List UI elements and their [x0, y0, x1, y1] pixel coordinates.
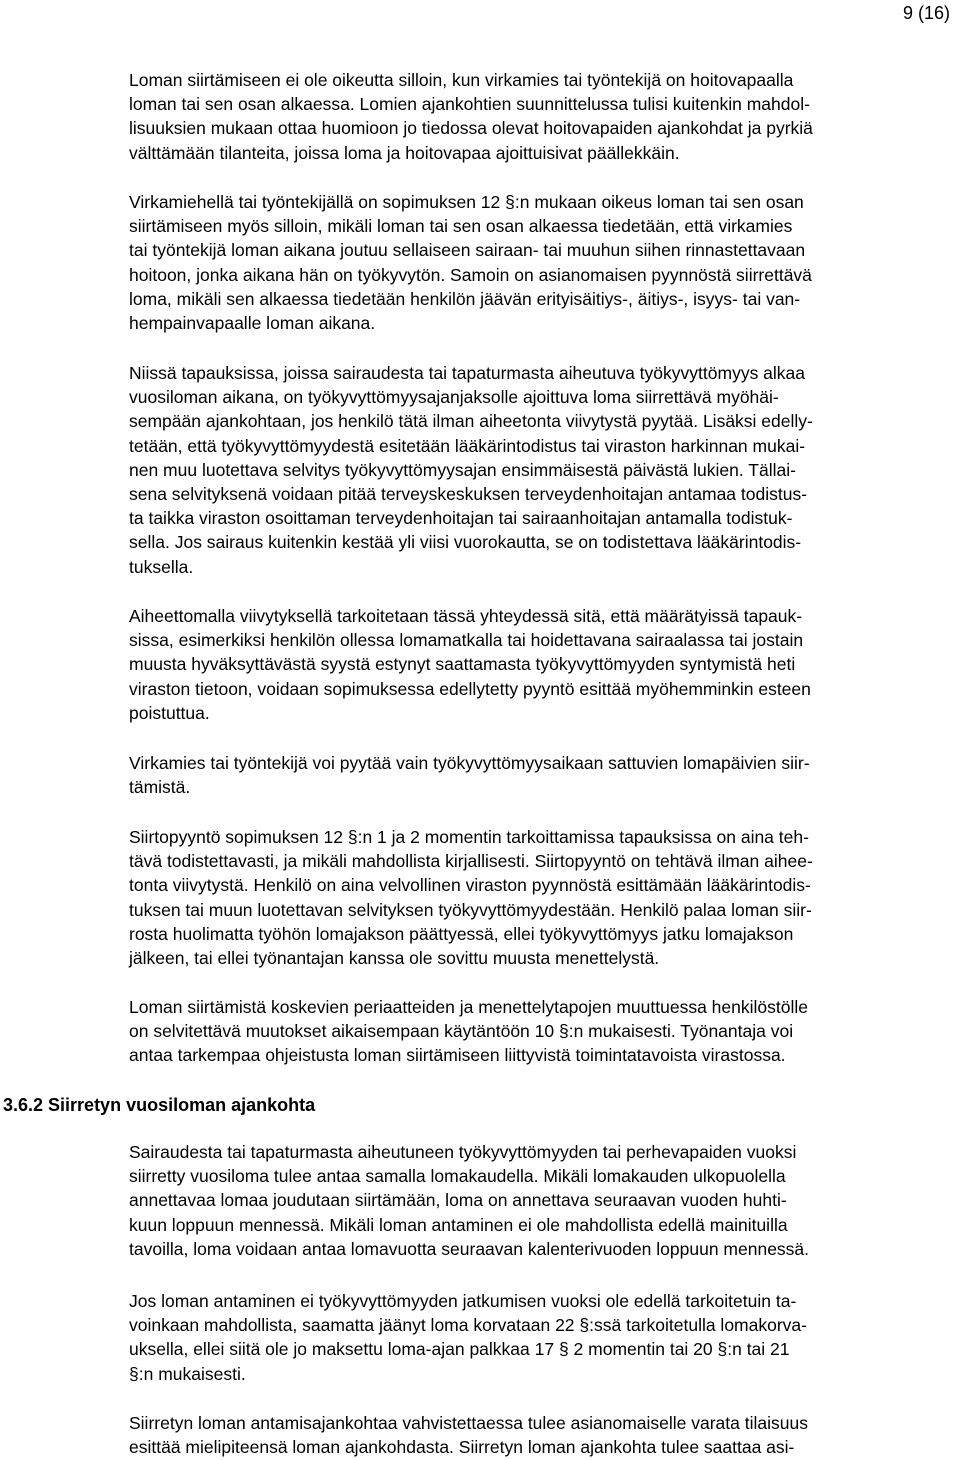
text-line: esittää mielipiteensä loman ajankohdasta. Siirretyn loman ajankohta tulee saattaa asi-	[129, 1437, 795, 1458]
text-line: tai työntekijä loman aikana joutuu sellaiseen sairaan- tai muuhun siihen rinnastettavaan	[129, 240, 806, 261]
text-line: loman tai sen osan alkaessa. Lomien ajankohtien suunnittelussa tulisi kuitenkin mahdol-	[129, 94, 810, 115]
paragraph-7	[129, 995, 955, 1068]
paragraph-9	[129, 1289, 955, 1386]
text-line: tävä todistettavasti, ja mikäli mahdollista kirjallisesti. Siirtopyyntö on tehtävä ilman aihee-	[129, 851, 813, 872]
paragraph-4	[129, 604, 955, 725]
paragraph-2	[129, 190, 955, 335]
text-line: Loman siirtämiseen ei ole oikeutta silloin, kun virkamies tai työntekijä on hoitovapaalla	[129, 70, 794, 90]
text-line: Sairaudesta tai tapaturmasta aiheutuneen työkyvyttömyyden tai perhevapaiden vuoksi	[129, 1142, 797, 1162]
text-line: sissa, esimerkiksi henkilön ollessa lomamatkalla tai hoidettavana sairaalassa tai jostain	[129, 630, 804, 651]
paragraph-8	[129, 1140, 955, 1261]
text-line: vuosiloman aikana, on työkyvyttömyysajanjaksolle ajoittuva loma siirrettävä myöhäi-	[129, 387, 779, 408]
text-line: uksella, ellei siitä ole jo maksettu loma-ajan palkkaa 17 § 2 momentin tai 20 §:n tai 21	[129, 1339, 790, 1360]
text-line: siirretty vuosiloma tulee antaa samalla lomakaudella. Mikäli lomakauden ulkopuolella	[129, 1166, 786, 1187]
paragraph-5	[129, 751, 955, 799]
text-line: Niissä tapauksissa, joissa sairaudesta tai tapaturmasta aiheutuva työkyvyttömyys alkaa	[129, 363, 806, 383]
text-line: voinkaan mahdollista, saamatta jäänyt loma korvataan 22 §:ssä tarkoitetulla lomakorva-	[129, 1315, 807, 1336]
text-line: on selvitettävä muutokset aikaisempaan käytäntöön 10 §:n mukaisesti. Työnantaja voi	[129, 1021, 794, 1042]
text-line: sena selvityksenä voidaan pitää terveyskeskuksen terveydenhoitajan antamaa todistus-	[129, 484, 808, 505]
text-line: tämistä.	[129, 777, 191, 798]
text-line: poistuttua.	[129, 702, 210, 723]
text-line: siirtämiseen myös silloin, mikäli loman tai sen osan alkaessa tiedetään, että virkamies	[129, 216, 793, 237]
text-line: välttämään tilanteita, joissa loma ja hoitovapaa ajoittuisivat päällekkäin.	[129, 142, 680, 163]
paragraph-1	[129, 68, 955, 165]
text-line: hoitoon, jonka aikana hän on työkyvytön. Samoin on asianomaisen pyynnöstä siirrettävä	[129, 264, 812, 285]
text-line: rosta huolimatta työhön lomajakson päättyessä, ellei työkyvyttömyys jatku lomajakson	[129, 923, 794, 944]
text-line: jälkeen, tai ellei työnantajan kanssa ole sovittu muusta menettelystä.	[129, 948, 660, 969]
text-line: muusta hyväksyttävästä syystä estynyt saattamasta työkyvyttömyyden syntymistä heti	[129, 654, 796, 675]
text-line: tavoilla, loma voidaan antaa lomavuotta seuraavan kalenterivuoden loppuun mennessä.	[129, 1238, 810, 1259]
text-line: Aiheettomalla viivytyksellä tarkoitetaan tässä yhteydessä sitä, että määrätyissä tapauk-	[129, 606, 803, 626]
text-line: tonta viivytystä. Henkilö on aina velvollinen viraston pyynnöstä esittämään lääkärintodis-	[129, 875, 811, 896]
text-line: ta taikka viraston osoittaman terveydenhoitajan tai sairaanhoitajan antamalla todistuk-	[129, 508, 793, 529]
page-number: 9 (16)	[902, 3, 950, 23]
text-line: Virkamiehellä tai työntekijällä on sopimuksen 12 §:n mukaan oikeus loman tai sen osan	[129, 192, 804, 212]
text-line: tuksella.	[129, 556, 194, 577]
text-line: Siirtopyyntö sopimuksen 12 §:n 1 ja 2 momentin tarkoittamissa tapauksissa on aina teh-	[129, 827, 809, 847]
text-line: Siirretyn loman antamisajankohtaa vahvistettaessa tulee asianomaiselle varata tilaisuus	[129, 1413, 808, 1433]
text-line: tuksen tai muun luotettavan selvityksen työkyvyttömyydestään. Henkilö palaa loman siir-	[129, 899, 812, 920]
text-line: Jos loman antaminen ei työkyvyttömyyden jatkumisen vuoksi ole edellä tarkoitetuin ta-	[129, 1291, 797, 1311]
text-line: hempainvapaalle loman aikana.	[129, 313, 376, 334]
paragraph-10	[129, 1411, 955, 1459]
text-line: §:n mukaisesti.	[129, 1363, 246, 1384]
text-line: Loman siirtämistä koskevien periaatteiden ja menettelytapojen muuttuessa henkilöstölle	[129, 997, 808, 1017]
section-heading: 3.6.2 Siirretyn vuosiloman ajankohta	[3, 1095, 316, 1115]
text-line: nen muu luotettava selvitys työkyvyttömyysajan ensimmäisestä päivästä lukien. Tällai-	[129, 459, 796, 480]
text-line: sella. Jos sairaus kuitenkin kestää yli viisi vuorokautta, se on todistettava lääkärintodis-	[129, 532, 802, 553]
paragraph-6	[129, 825, 955, 970]
text-line: viraston tietoon, voidaan sopimuksessa edellytetty pyyntö esittää myöhemminkin esteen	[129, 678, 811, 699]
text-line: annettavaa lomaa joudutaan siirtämään, loma on annettava seuraavan vuoden huhti-	[129, 1190, 787, 1211]
text-line: loma, mikäli sen alkaessa tiedetään henkilön jäävän erityisäitiys-, äitiys-, isyys- tai van-	[129, 288, 801, 309]
text-line: Virkamies tai työntekijä voi pyytää vain työkyvyttömyysaikaan sattuvien lomapäivien siir-	[129, 753, 810, 773]
text-line: kuun loppuun mennessä. Mikäli loman antaminen ei ole mahdollista edellä mainituilla	[129, 1214, 788, 1235]
text-line: antaa tarkempaa ohjeistusta loman siirtämiseen liittyvistä toimintatavoista virastossa.	[129, 1045, 786, 1066]
text-line: sempään ajankohtaan, jos henkilö tätä ilman aiheetonta viivytystä pyytää. Lisäksi edelly-	[129, 411, 813, 432]
text-line: lisuuksien mukaan ottaa huomioon jo tiedossa olevat hoitovapaiden ajankohdat ja pyrkiä	[129, 118, 813, 139]
text-line: tetään, että työkyvyttömyydestä esitetään lääkärintodistus tai viraston harkinnan mukai-	[129, 435, 806, 456]
paragraph-3	[129, 361, 955, 579]
